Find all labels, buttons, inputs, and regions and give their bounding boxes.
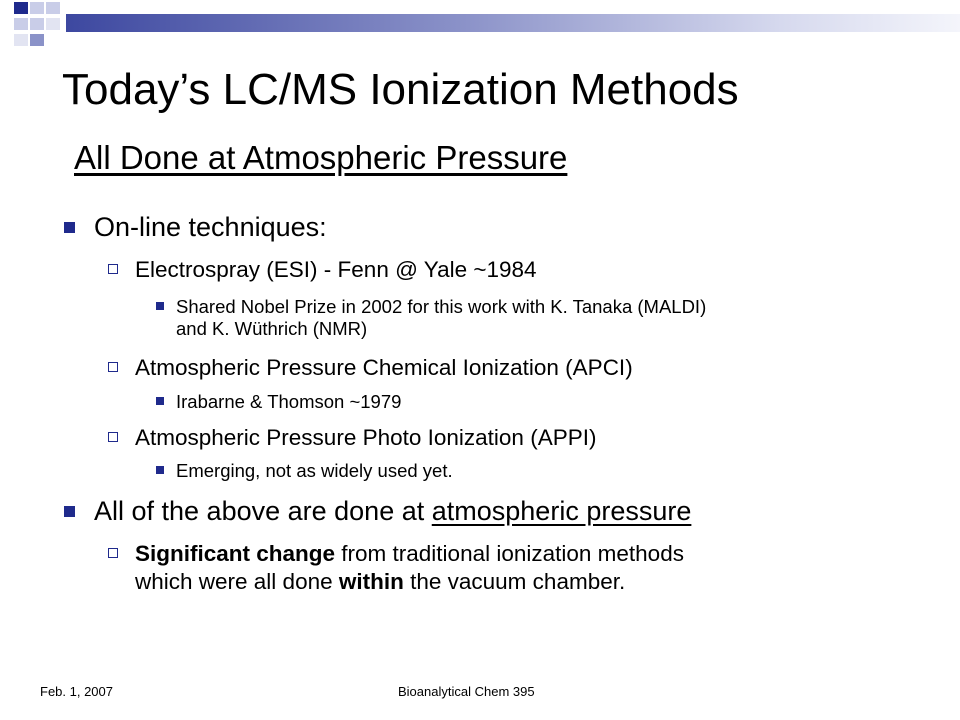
detail-esi-nobel	[156, 296, 706, 318]
slide-subtitle: All Done at Atmospheric Pressure	[74, 139, 568, 176]
decor-square	[46, 18, 60, 30]
decor-square	[14, 18, 28, 30]
bullet-text: All of the above are done at	[94, 496, 432, 526]
hollow-square-bullet-icon	[108, 362, 118, 372]
header-gradient-bar	[66, 14, 960, 32]
bullet-text: On-line techniques:	[94, 212, 327, 242]
sub-bullet-apci	[108, 354, 633, 382]
decor-square	[30, 34, 44, 46]
sub-bullet-significant-change-continued	[135, 568, 625, 596]
detail-appi	[156, 460, 453, 482]
bold-text: within	[338, 569, 404, 594]
small-square-bullet-icon	[156, 302, 164, 310]
bullet-online-techniques	[64, 210, 327, 244]
bullet-text: which were all done	[135, 569, 339, 594]
decor-square	[30, 2, 44, 14]
small-square-bullet-icon	[156, 466, 164, 474]
detail-apci	[156, 391, 401, 413]
decor-square	[14, 2, 28, 14]
decor-square	[46, 2, 60, 14]
hollow-square-bullet-icon	[108, 432, 118, 442]
square-bullet-icon	[64, 506, 75, 517]
bullet-text: Emerging, not as widely used yet.	[176, 460, 453, 481]
bullet-text: Atmospheric Pressure Photo Ionization (APPI)	[135, 425, 597, 450]
hollow-square-bullet-icon	[108, 548, 118, 558]
decor-square	[14, 34, 28, 46]
bullet-text: Electrospray (ESI) - Fenn @ Yale ~1984	[135, 257, 537, 282]
sub-bullet-esi	[108, 256, 537, 284]
footer-course: Bioanalytical Chem 395	[398, 684, 535, 699]
bullet-text: from traditional ionization methods	[335, 541, 684, 566]
hollow-square-bullet-icon	[108, 264, 118, 274]
square-bullet-icon	[64, 222, 75, 233]
sub-bullet-appi	[108, 424, 596, 452]
bullet-text: the vacuum chamber.	[403, 569, 626, 594]
slide-title: Today’s LC/MS Ionization Methods	[62, 65, 739, 114]
bullet-text: and K. Wüthrich (NMR)	[176, 318, 368, 339]
decor-square	[30, 18, 44, 30]
footer-date: Feb. 1, 2007	[40, 684, 113, 699]
bullet-atmospheric-pressure	[64, 494, 691, 528]
sub-bullet-significant-change	[108, 540, 684, 568]
bullet-text: Shared Nobel Prize in 2002 for this work with K. Tanaka (MALDI)	[176, 296, 707, 317]
small-square-bullet-icon	[156, 397, 164, 405]
bullet-text: Irabarne & Thomson ~1979	[176, 391, 402, 412]
bullet-text: Atmospheric Pressure Chemical Ionization (APCI)	[135, 355, 633, 380]
bold-text: Significant change	[135, 541, 336, 566]
underlined-text: atmospheric pressure	[431, 496, 692, 526]
detail-esi-nobel-continued	[176, 318, 367, 340]
